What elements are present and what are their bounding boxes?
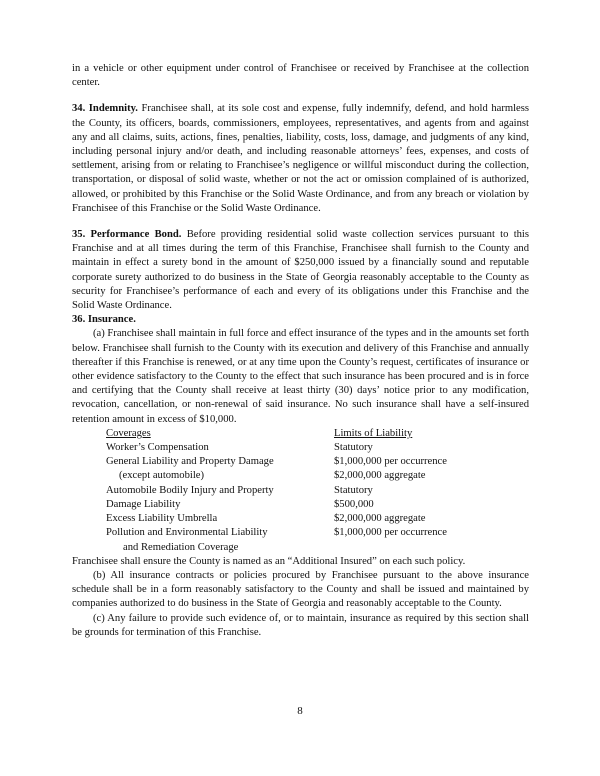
insurance-coverage-table xyxy=(106,427,447,555)
section-36-para-b: (b) All insurance contracts or policies procured by Franchisee pursuant to the above insurance schedule shall be in a form reasonably satisfactory to the County and shall be issued and maintained by companies authorized to do business in the State of Georgia and reasonably acceptable to the County. xyxy=(72,569,529,610)
limit-cell: $2,000,000 aggregate xyxy=(334,470,426,482)
coverage-cell: (except automobile) xyxy=(119,470,205,482)
coverage-cell: Damage Liability xyxy=(106,498,181,510)
table-row xyxy=(106,455,447,469)
table-row xyxy=(106,541,447,555)
coverage-cell: Worker’s Compensation xyxy=(106,442,209,454)
page-number: 8 xyxy=(297,705,303,717)
coverage-cell: Pollution and Environmental Liability xyxy=(106,527,268,539)
coverage-cell: Excess Liability Umbrella xyxy=(106,513,218,525)
limit-cell: $500,000 xyxy=(334,498,374,510)
limit-cell: $1,000,000 per occurrence xyxy=(334,527,447,539)
table-row xyxy=(106,484,447,498)
limit-cell: Statutory xyxy=(334,484,373,496)
section-35-performance-bond xyxy=(72,228,529,313)
table-row xyxy=(106,526,447,540)
coverage-cell: General Liability and Property Damage xyxy=(106,456,274,468)
additional-insured-note: Franchisee shall ensure the County is named as an “Additional Insured” on each such policy. xyxy=(72,555,466,567)
section-35-heading: 35. Performance Bond. xyxy=(72,229,182,241)
limit-cell: $1,000,000 per occurrence xyxy=(334,456,447,468)
limits-header: Limits of Liability xyxy=(334,427,413,439)
table-row xyxy=(106,512,447,526)
limit-cell xyxy=(334,541,447,555)
section-34-heading: 34. Indemnity. xyxy=(72,103,138,115)
table-row xyxy=(106,441,447,455)
intro-paragraph: in a vehicle or other equipment under control of Franchisee or received by Franchisee at the collection center. xyxy=(72,63,529,89)
section-36-heading: 36. Insurance. xyxy=(72,314,136,326)
section-34-indemnity xyxy=(72,102,529,216)
section-35-text: Before providing residential solid waste collection services pursuant to this Franchise and at all times during the term of this Franchise, Franchisee shall furnish to the County and maintain in effect a surety bond in the amount of $250,000 issued by a financially sound and reputable corporate surety authorized to do business in the State of Georgia reasonably acceptable to the County as security for Franchisee’s performance of each and every of its obligations under this Franchise and the Solid Waste Ordinance. xyxy=(72,229,529,312)
table-row xyxy=(106,498,447,512)
table-row xyxy=(106,469,447,483)
section-34-text: Franchisee shall, at its sole cost and expense, fully indemnify, defend, and hold harmless the County, its officers, boards, commissioners, employees, representatives, and agents from and against any and all claims, suits, actions, fines, penalties, liability, costs, loss, damage, and judgments of any kind, including personal injury and/or death, and including reasonable attorneys’ fees, expenses, and costs of settlement, arising from or relating to Franchisee’s negligence or willful misconduct during the collection, transportation, or disposal of solid waste, whether or not the act or omission complained of is authorized, allowed, or prohibited by this Franchise or the Solid Waste Ordinance, and from any breach or violation by Franchisee of this Franchise or the Solid Waste Ordinance. xyxy=(72,103,529,214)
table-header-row xyxy=(106,427,447,441)
coverage-cell: and Remediation Coverage xyxy=(123,541,239,553)
section-36-para-c: (c) Any failure to provide such evidence of, or to maintain, insurance as required by this section shall be grounds for termination of this Franchise. xyxy=(72,612,529,638)
coverage-cell: Automobile Bodily Injury and Property xyxy=(106,484,274,496)
section-36-para-a: (a) Franchisee shall maintain in full force and effect insurance of the types and in the amounts set forth below. Franchisee shall furnish to the County with its execution and delivery of this Franchise and annually thereafter if this Franchise is renewed, or at any time upon the County’s request, certificates of insurance or other evidence satisfactory to the County to the effect that such insurance has been procured and is in force and certifying that the County shall receive at least thirty (30) days’ notice prior to any modification, revocation, cancellation, or non-renewal of said insurance. No such insurance shall have a self-insured retention amount in excess of $10,000. xyxy=(72,328,529,425)
document-page xyxy=(72,62,529,640)
limit-cell: Statutory xyxy=(334,442,373,454)
limit-cell: $2,000,000 aggregate xyxy=(334,513,426,525)
coverages-header: Coverages xyxy=(106,427,151,439)
